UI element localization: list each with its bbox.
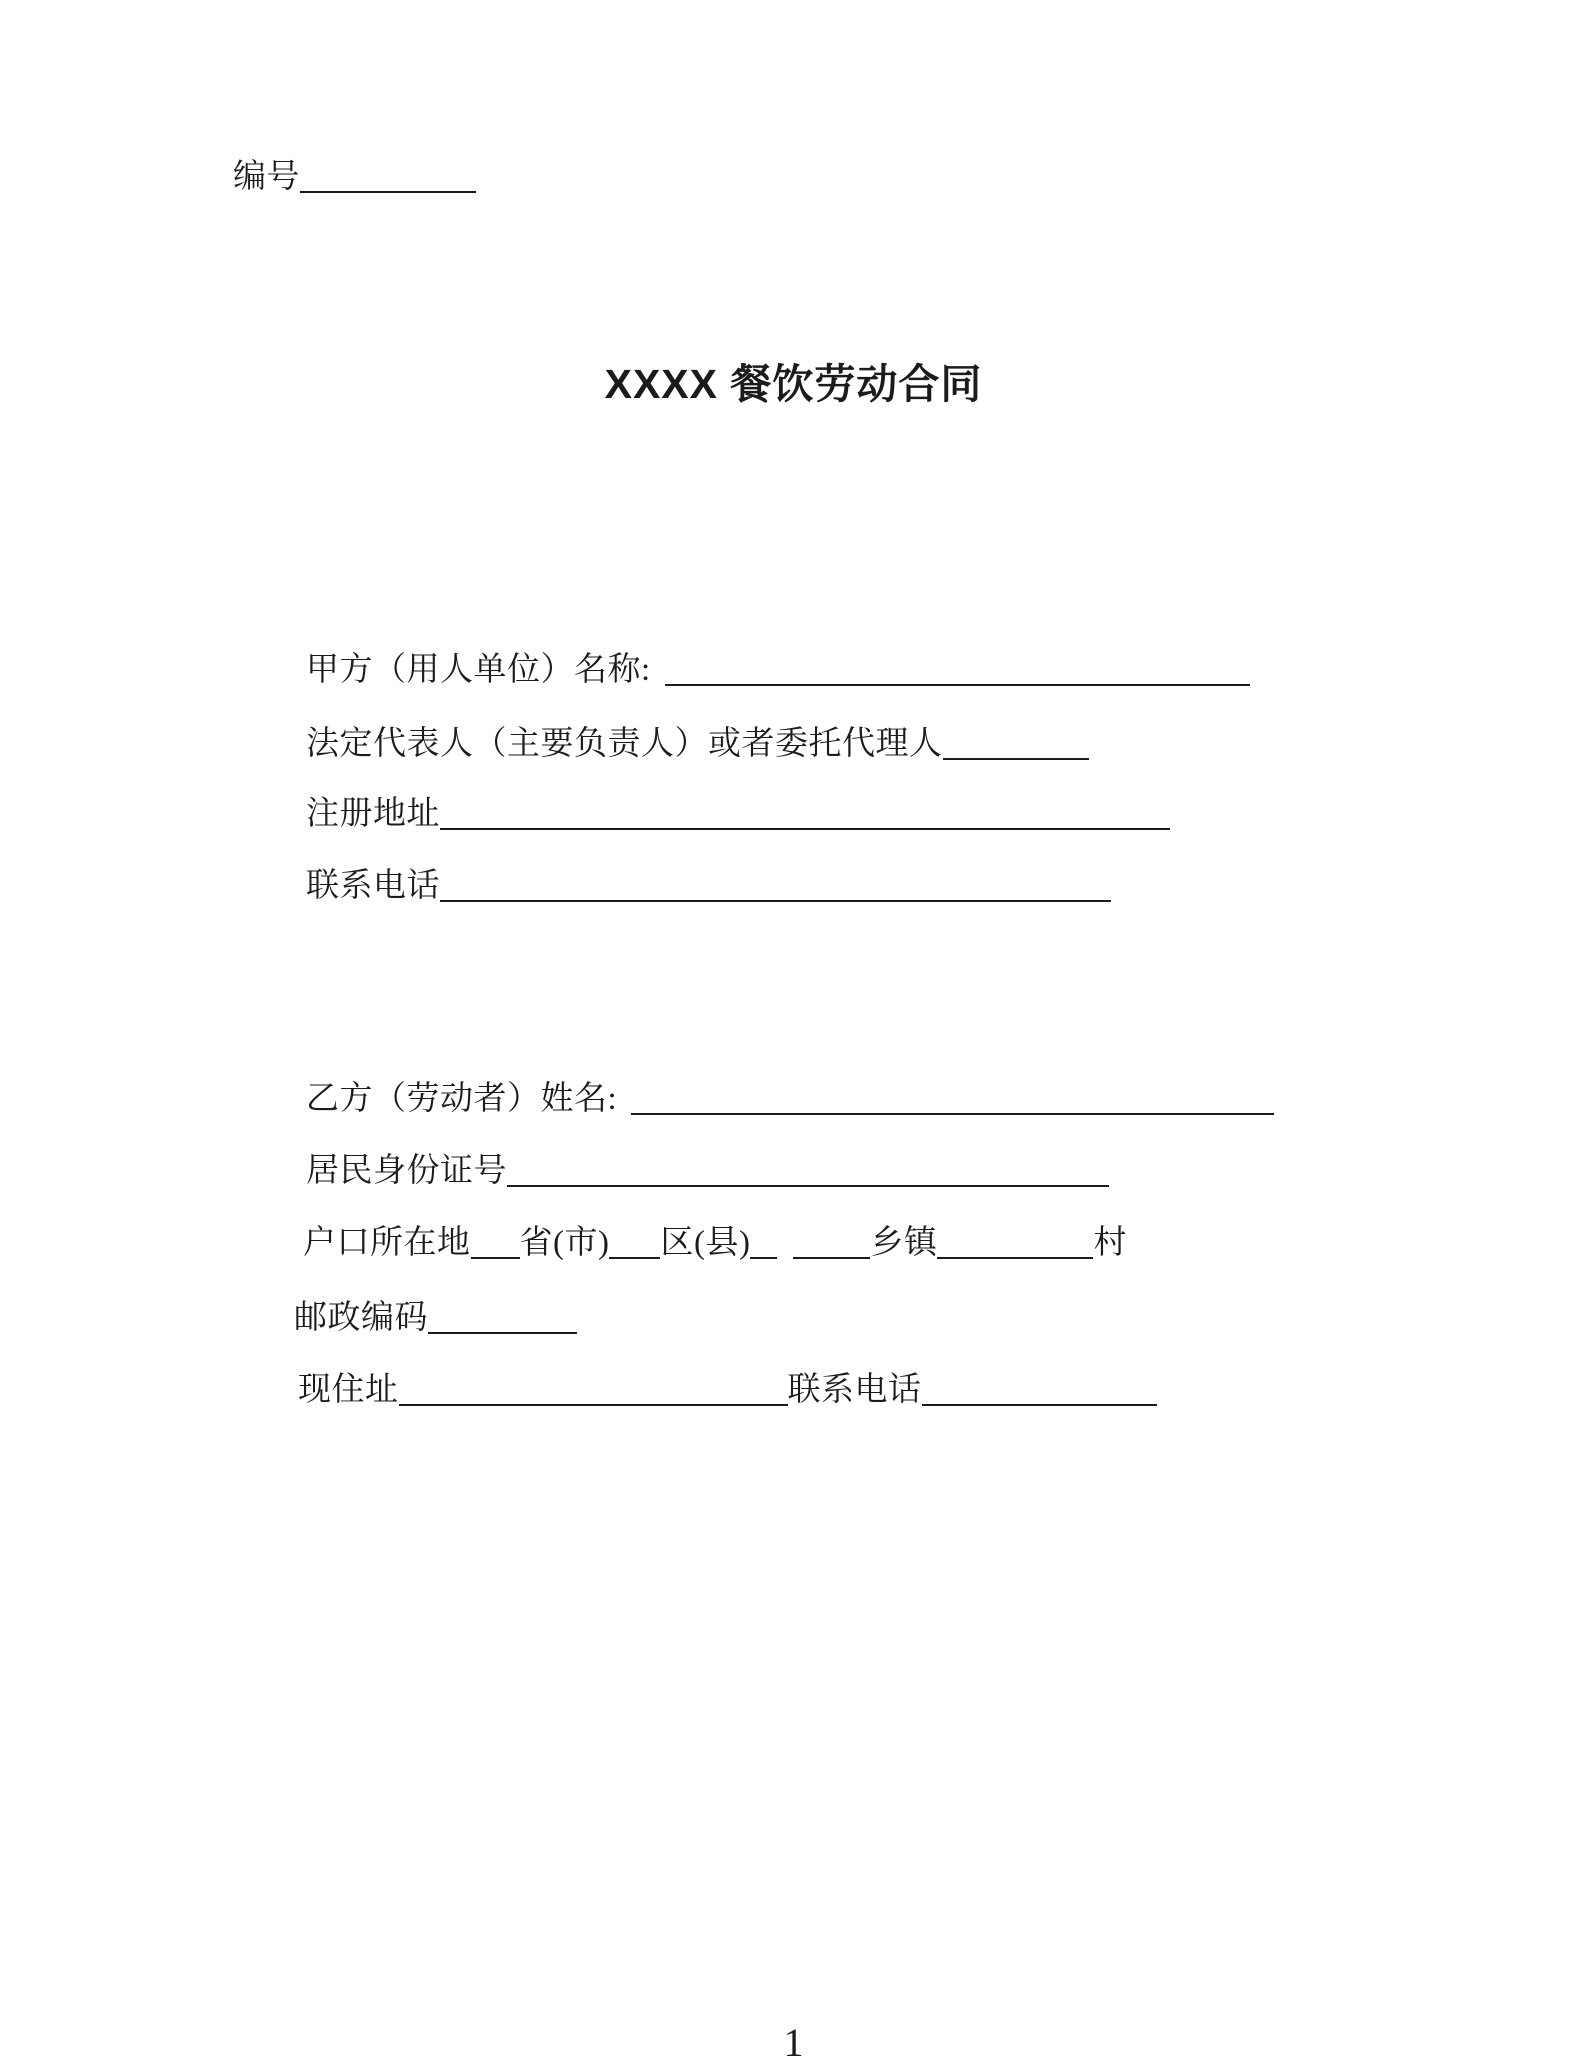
party-b-current-address-label: 现住址: [298, 1372, 399, 1408]
party-b-name-line: [306, 1077, 1274, 1121]
party-b-province-label: 省(市): [519, 1225, 610, 1261]
party-b-hukou-line: [303, 1221, 1127, 1265]
party-b-name-label: 乙方（劳动者）姓名:: [306, 1081, 618, 1117]
party-b-phone-blank: [922, 1370, 1157, 1406]
page-number: 1: [783, 2020, 804, 2065]
party-a-phone-blank: [440, 866, 1111, 902]
party-a-legal-rep-blank: [943, 724, 1089, 760]
party-a-phone-line: [306, 864, 1111, 908]
party-b-current-address-blank: [399, 1370, 788, 1406]
party-a-legal-rep-label: 法定代表人（主要负责人）或者委托代理人: [306, 726, 943, 762]
party-a-name-label: 甲方（用人单位）名称:: [306, 652, 651, 688]
serial-number-line: [233, 155, 476, 199]
party-b-postal-code-line: [294, 1296, 577, 1340]
party-b-village-label: 村: [1093, 1225, 1127, 1261]
document-title: XXXX 餐饮劳动合同: [604, 361, 983, 407]
party-b-hukou-short-blank: [750, 1223, 777, 1259]
party-b-name-blank: [631, 1079, 1274, 1115]
party-b-hukou-label: 户口所在地: [303, 1225, 471, 1261]
serial-number-label: 编号: [233, 159, 300, 195]
party-b-district-label: 区(县): [660, 1225, 751, 1261]
party-b-hukou-province-blank: [471, 1223, 520, 1259]
party-b-phone-label: 联系电话: [787, 1372, 922, 1408]
party-a-phone-label: 联系电话: [306, 868, 440, 904]
party-b-postal-code-blank: [428, 1298, 577, 1334]
party-b-hukou-township-blank: [793, 1223, 870, 1259]
party-a-registered-address-label: 注册地址: [306, 796, 440, 832]
party-a-registered-address-line: [306, 792, 1170, 836]
party-b-current-address-line: [298, 1368, 1157, 1412]
party-b-township-label: 乡镇: [870, 1225, 938, 1261]
party-b-id-number-line: [306, 1149, 1109, 1193]
party-a-legal-rep-line: [306, 722, 1089, 766]
party-b-hukou-district-blank: [609, 1223, 660, 1259]
party-a-name-line: [306, 648, 1250, 692]
party-b-postal-code-label: 邮政编码: [294, 1300, 428, 1336]
party-b-id-number-label: 居民身份证号: [306, 1153, 507, 1189]
party-b-hukou-village-blank: [937, 1223, 1093, 1259]
party-a-name-blank: [665, 650, 1250, 686]
party-a-registered-address-blank: [440, 794, 1170, 830]
serial-number-blank: [300, 157, 476, 193]
party-b-id-number-blank: [507, 1151, 1109, 1187]
